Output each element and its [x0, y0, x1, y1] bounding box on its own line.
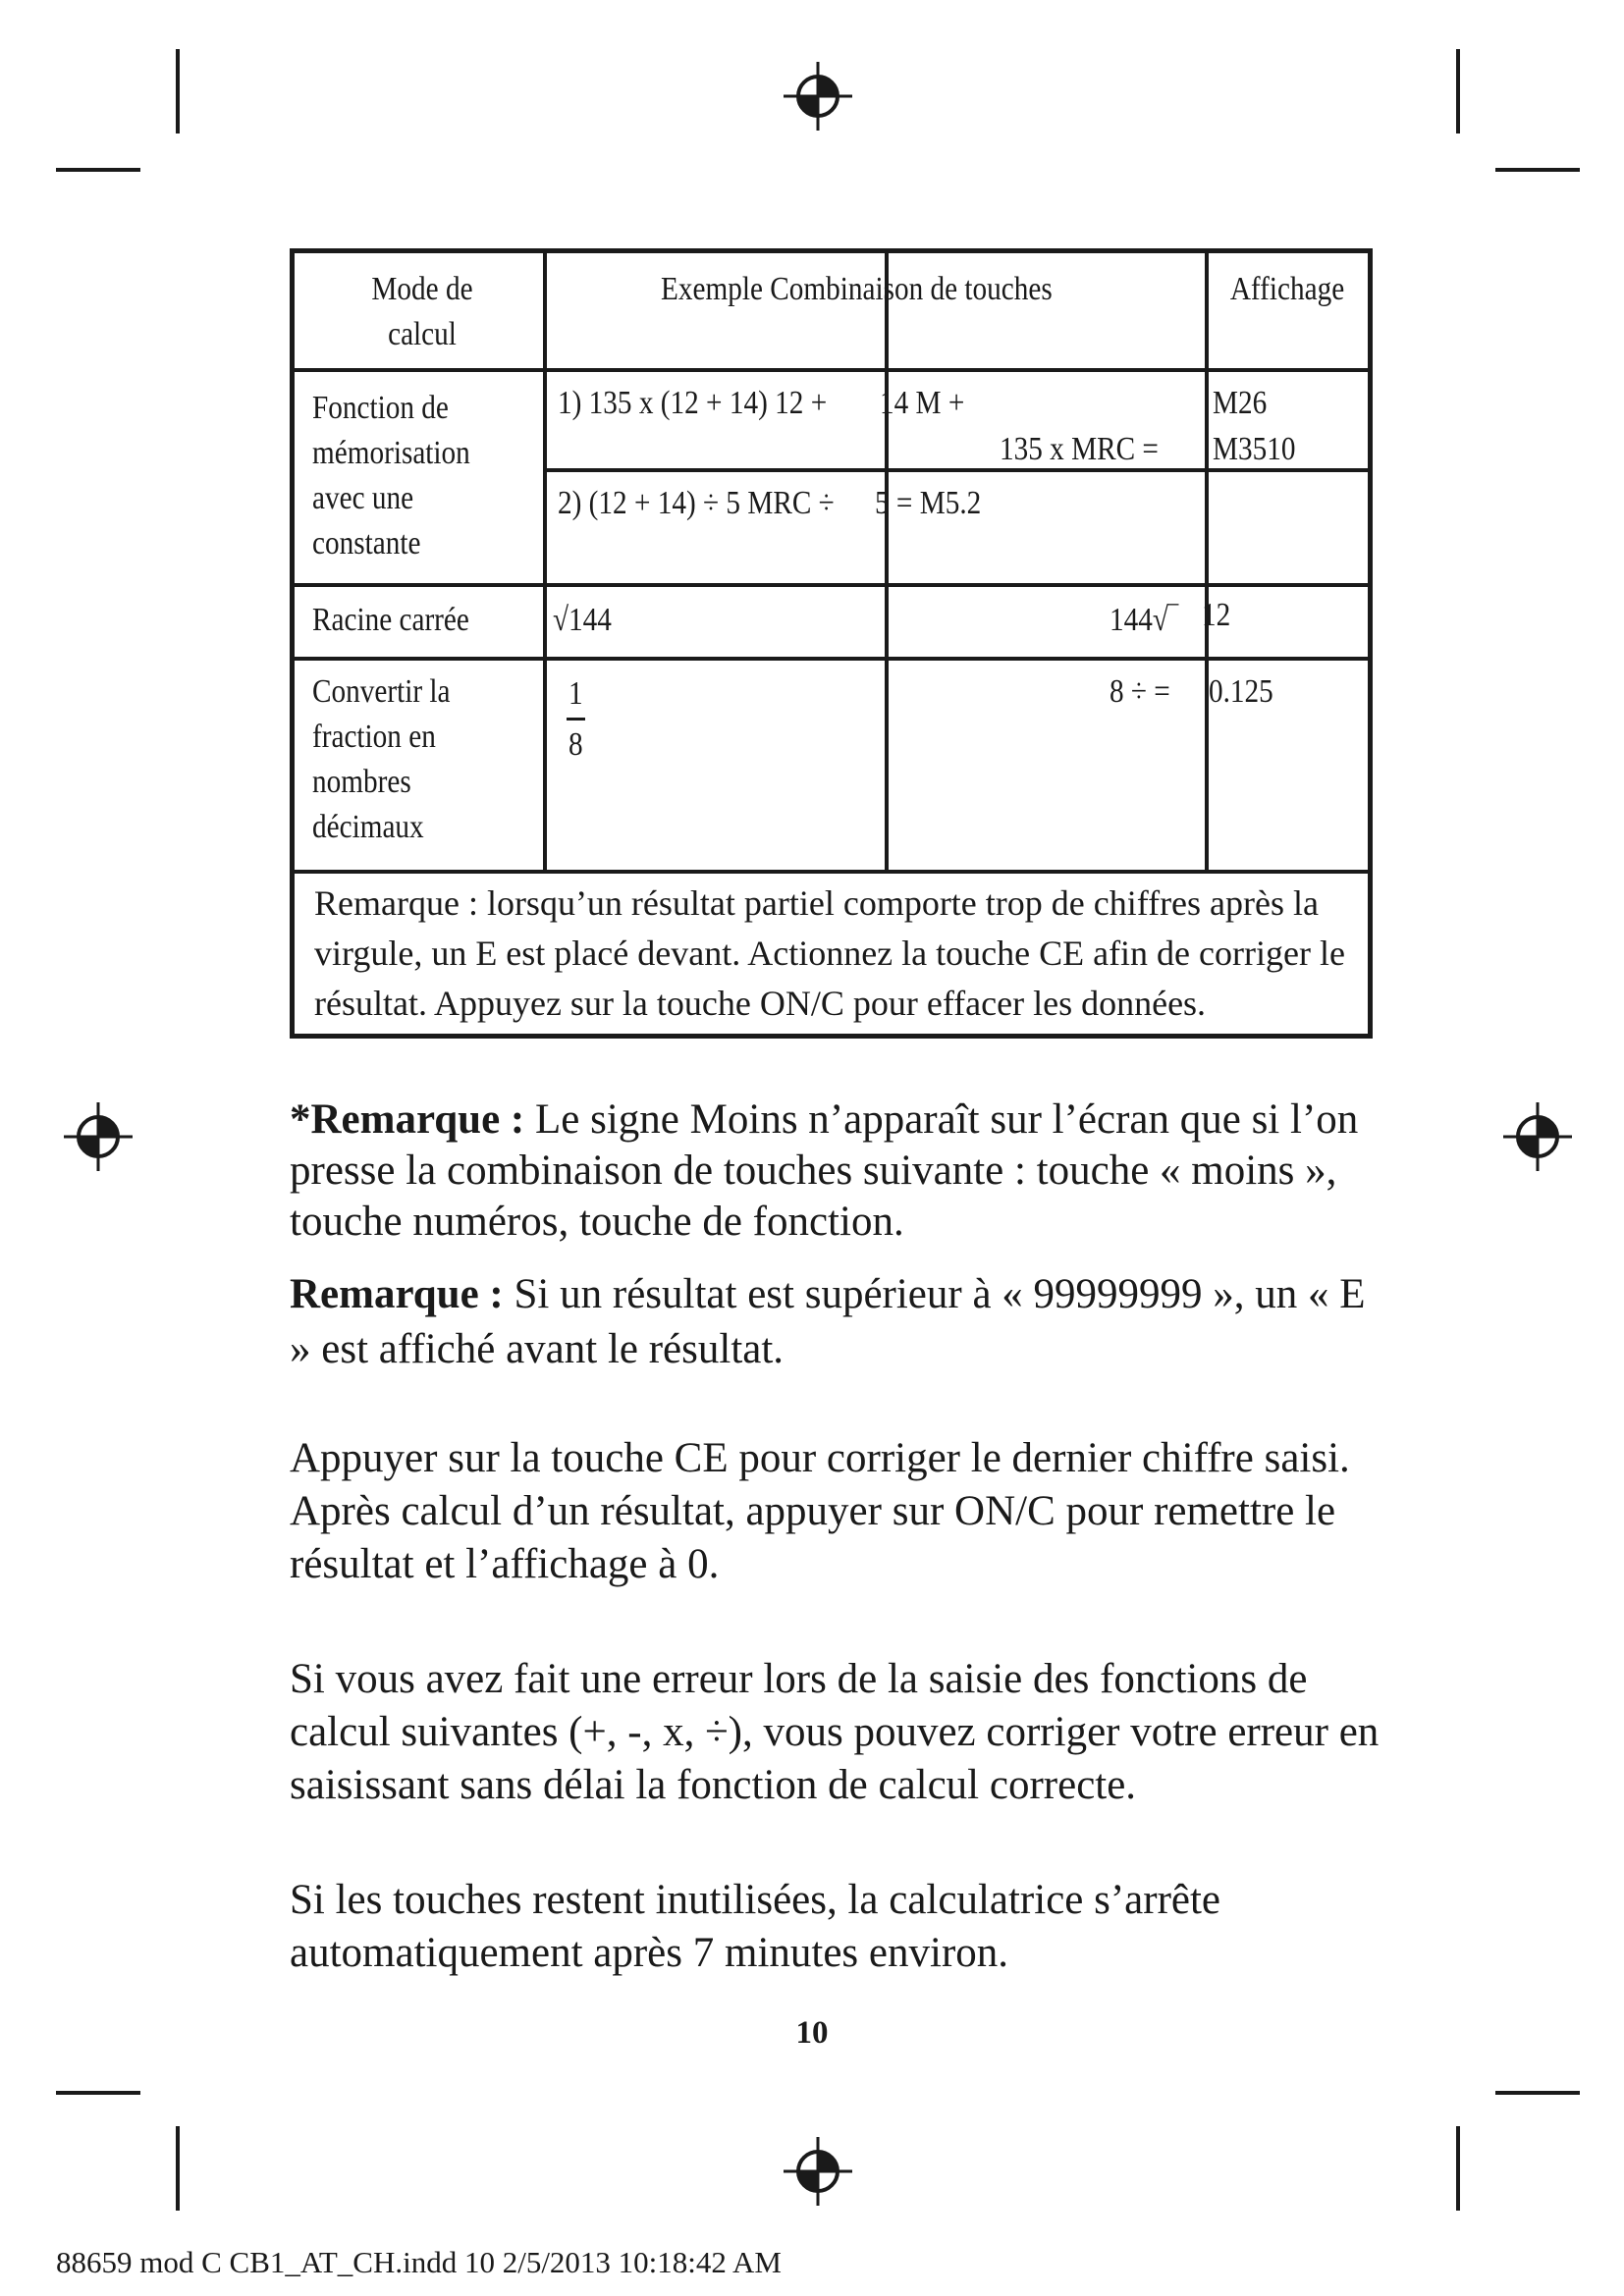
row1-display1a: M26 [1213, 385, 1268, 421]
row2-keys: 144√‾ [1110, 602, 1178, 638]
calculation-table [290, 248, 1373, 1039]
print-slug: 88659 mod C CB1_AT_CH.indd 10 2/5/2013 10:18:42 AM [56, 2245, 782, 2279]
crop-mark-top-left-v [176, 49, 180, 133]
fraction-bar [567, 718, 585, 721]
row3-mode: Convertir la fraction en nombres décimaux [312, 673, 451, 845]
crop-mark-top-right-v [1456, 49, 1460, 133]
header-display: Affichage [1229, 271, 1345, 307]
table-rule [543, 253, 547, 874]
crop-mark-top-right-h [1495, 168, 1580, 172]
row2-display: 12 [1202, 597, 1231, 633]
header-example: Exemple Combinaison de touches [661, 271, 1053, 307]
registration-mark-icon [62, 1100, 135, 1173]
paragraph-error-correction: Si vous avez fait une erreur lors de la saisie des fonctions de calcul suivantes (+, -, x, ÷), vous pouvez corriger votre erreur en saisissant sans délai la fonction de calcul correcte. [290, 1656, 1380, 1808]
registration-mark-icon [1501, 1100, 1574, 1173]
page-number: 10 [795, 2015, 829, 2051]
paragraph-auto-off: Si les touches restent inutilisées, la calculatrice s’arrête automatiquement après 7 minutes environ. [290, 1877, 1221, 1976]
table-rule [295, 368, 1368, 372]
row1-example2-right: 5 = M5.2 [875, 485, 982, 521]
table-rule [295, 657, 1368, 661]
fraction-numerator: 1 [568, 675, 583, 712]
row1-display1b: M3510 [1213, 431, 1296, 467]
header-mode: Mode de calcul [371, 271, 473, 352]
row1-mode: Fonction de mémorisation avec une constante [312, 390, 470, 561]
row1-example1-right: 14 M + [880, 385, 965, 421]
row2-example: √144 [553, 602, 612, 638]
row3-display: 0.125 [1209, 673, 1273, 710]
fraction-denominator: 8 [568, 726, 583, 763]
table-rule [295, 870, 1368, 874]
table-rule [295, 583, 1368, 587]
table-note: Remarque : lorsqu’un résultat partiel comporte trop de chiffres après la virgule, un E est placé devant. Actionnez la touche CE afin de corriger le résultat. Appuyez sur la touche ON/C pour effacer les données. [314, 883, 1345, 1023]
row1-example2-left: 2) (12 + 14) ÷ 5 MRC ÷ [558, 485, 835, 521]
table-rule [1205, 253, 1209, 874]
row2-mode: Racine carrée [312, 602, 469, 638]
remarque-text: Le signe Moins n’apparaît sur l’écran que si l’on presse la combinaison de touches suivante : touche « moins », touche numéros, touche de fonction. [290, 1096, 1359, 1245]
crop-mark-bottom-right-h [1495, 2091, 1580, 2095]
registration-mark-icon [782, 60, 854, 133]
crop-mark-top-left-h [56, 168, 140, 172]
registration-mark-icon [782, 2135, 854, 2208]
paragraph-ce-key: Appuyer sur la touche CE pour corriger le dernier chiffre saisi. Après calcul d’un résultat, appuyer sur ON/C pour remettre le résultat et l’affichage à 0. [290, 1435, 1350, 1587]
remarque-label: *Remarque : [290, 1096, 525, 1143]
remarque-label: Remarque : [290, 1271, 504, 1317]
paragraph-remarque-2 [290, 1267, 1394, 1377]
paragraph-remarque-1 [290, 1095, 1394, 1248]
table-rule [885, 253, 889, 874]
row1-example1-left: 1) 135 x (12 + 14) 12 + [558, 385, 828, 421]
row1-example1-keys: 135 x MRC = [1000, 431, 1159, 467]
crop-mark-bottom-left-v [176, 2126, 180, 2211]
crop-mark-bottom-right-v [1456, 2126, 1460, 2211]
row3-keys: 8 ÷ = [1110, 673, 1170, 710]
remarque-text: Si un résultat est supérieur à « 99999999 », un « E » est affiché avant le résultat. [290, 1271, 1366, 1372]
crop-mark-bottom-left-h [56, 2091, 140, 2095]
